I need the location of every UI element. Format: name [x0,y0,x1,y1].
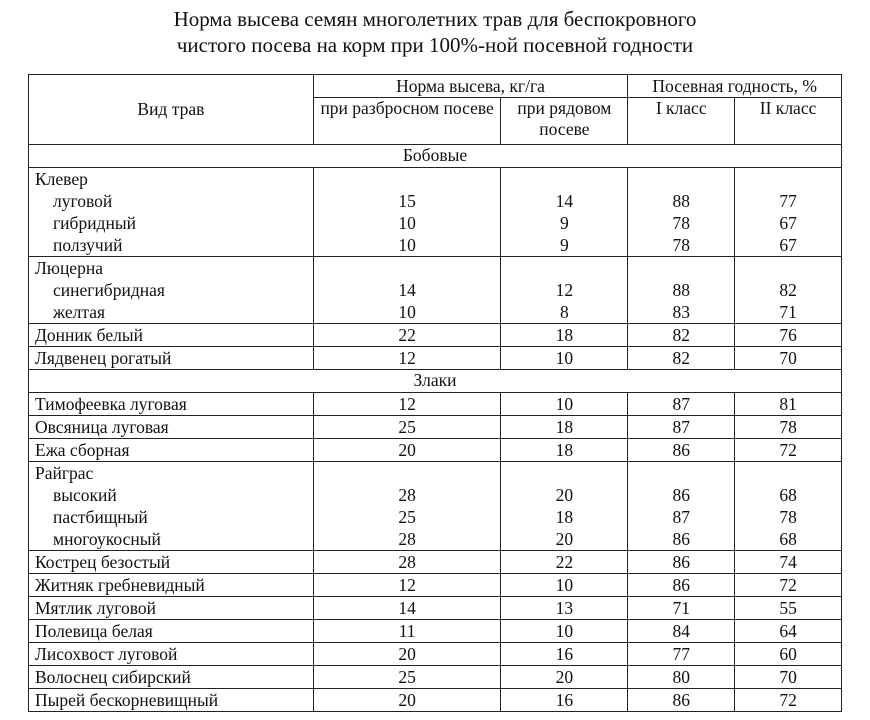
spacer [628,462,734,484]
species-group-name: Клевер [35,169,88,189]
species-name: Житняк гребневидный [35,575,205,595]
germination-class-1: 83 [672,302,690,322]
species-name-cell [29,347,314,370]
germination-class-1: 87 [672,394,690,414]
species-name: Тимофеевка луговая [35,394,187,414]
rate-broadcast-cell [313,324,501,347]
germination-class-2: 77 [779,191,797,211]
section-row [29,145,842,168]
germination-class-2: 60 [779,644,797,664]
table-row [29,620,842,643]
germination-class-2-cell [735,666,842,689]
table-row [29,257,842,324]
header-class-2: II класс [735,98,842,145]
rate-row: 10 [555,348,574,368]
rate-broadcast: 14 [398,598,416,618]
species-name-cell [29,462,314,551]
spacer [501,168,627,190]
species-name: желтая [53,302,106,322]
rate-broadcast-cell [313,666,501,689]
rate-broadcast: 20 [398,644,416,664]
rate-row: 8 [560,302,569,322]
germination-class-1: 88 [672,280,690,300]
species-name-cell [29,620,314,643]
rate-row-cell [501,643,628,666]
species-name-cell [29,574,314,597]
species-name: Донник белый [35,325,143,345]
germination-class-1-cell [628,416,735,439]
rate-row: 20 [555,667,574,687]
species-name-cell [29,666,314,689]
header-razbros: при разбросном посеве [313,98,501,145]
germination-class-2: 68 [779,529,797,549]
rate-row: 9 [560,213,569,233]
rate-row: 14 [555,191,574,211]
title-line-2: чистого посева на корм при 100%-ной посевной годности [176,33,694,57]
germination-class-2-cell [735,324,842,347]
rate-broadcast: 28 [398,552,416,572]
species-name-cell [29,324,314,347]
germination-class-1-cell [628,324,735,347]
table-row [29,643,842,666]
germination-class-2-cell [735,620,842,643]
seeding-rate-table [28,74,842,712]
germination-class-1: 86 [672,690,690,710]
germination-class-1-cell [628,666,735,689]
germination-class-2: 78 [779,507,797,527]
species-name: Ежа сборная [35,440,130,460]
rate-row: 18 [555,325,574,345]
germination-class-1-cell [628,597,735,620]
rate-row-cell [501,324,628,347]
germination-class-1-cell [628,462,735,551]
germination-class-1: 82 [672,325,690,345]
rate-row: 16 [555,690,574,710]
rate-broadcast-cell [313,439,501,462]
rate-row: 22 [555,552,574,572]
rate-broadcast: 11 [398,621,416,641]
germination-class-1-cell [628,393,735,416]
germination-class-1: 77 [672,644,690,664]
rate-broadcast-cell [313,462,501,551]
rate-broadcast: 25 [398,507,416,527]
germination-class-2-cell [735,416,842,439]
germination-class-2: 70 [779,667,797,687]
germination-class-1: 87 [672,507,690,527]
germination-class-2: 78 [779,417,797,437]
spacer [501,257,627,279]
spacer [314,462,501,484]
rate-broadcast: 10 [398,302,416,322]
germination-class-2-cell [735,574,842,597]
germination-class-2: 71 [779,302,797,322]
germination-class-1: 86 [672,529,690,549]
germination-class-2: 67 [779,213,797,233]
header-class-1: I класс [628,98,735,145]
germination-class-2: 67 [779,235,797,255]
spacer [628,257,734,279]
germination-class-1-cell [628,168,735,257]
spacer [628,168,734,190]
species-name-cell [29,168,314,257]
species-name: Кострец безостый [35,552,171,572]
germination-class-1: 88 [672,191,690,211]
rate-broadcast: 14 [398,280,416,300]
species-name-cell [29,551,314,574]
rate-broadcast: 22 [398,325,416,345]
rate-broadcast: 12 [398,394,416,414]
table-row [29,393,842,416]
rate-row-cell [501,439,628,462]
rate-row: 12 [555,280,574,300]
germination-class-2: 81 [779,394,797,414]
table-row [29,168,842,257]
table-row [29,347,842,370]
rate-broadcast-cell [313,689,501,712]
title-line-1: Норма высева семян многолетних трав для беспокровного [173,7,697,31]
germination-class-2: 68 [779,485,797,505]
species-name: многоукосный [53,529,161,549]
header-ryad: при рядовом посеве [501,98,628,145]
germination-class-1-cell [628,551,735,574]
rate-broadcast-cell [313,168,501,257]
species-name: Полевица белая [35,621,153,641]
spacer [735,168,841,190]
germination-class-2-cell [735,393,842,416]
germination-class-2: 76 [779,325,797,345]
rate-row-cell [501,257,628,324]
table-row [29,324,842,347]
spacer [735,257,841,279]
rate-row: 10 [555,394,574,414]
germination-class-2-cell [735,168,842,257]
table-row [29,551,842,574]
table-row [29,416,842,439]
rate-row: 18 [555,440,574,460]
germination-class-1-cell [628,643,735,666]
germination-class-2-cell [735,439,842,462]
germination-class-1-cell [628,574,735,597]
rate-row: 13 [555,598,574,618]
germination-class-2-cell [735,347,842,370]
germination-class-1: 82 [672,348,690,368]
species-name: гибридный [53,213,136,233]
rate-broadcast-cell [313,347,501,370]
table-header [29,75,842,145]
species-name: Пырей бескорневищный [35,690,219,710]
species-name-cell [29,597,314,620]
species-name: Лядвенец рогатый [35,348,172,368]
species-name-cell [29,439,314,462]
species-name-cell [29,257,314,324]
germination-class-2: 72 [779,690,797,710]
species-name: Волоснец сибирский [35,667,191,687]
rate-row: 10 [555,575,574,595]
rate-broadcast-cell [313,643,501,666]
rate-broadcast-cell [313,257,501,324]
germination-class-1: 87 [672,417,690,437]
rate-broadcast: 25 [398,417,416,437]
rate-broadcast: 12 [398,575,416,595]
germination-class-2: 55 [779,598,797,618]
species-name-cell [29,643,314,666]
germination-class-2-cell [735,597,842,620]
rate-broadcast-cell [313,597,501,620]
table-row [29,462,842,551]
rate-row: 20 [555,485,574,505]
table-row [29,689,842,712]
spacer [735,462,841,484]
document-title [0,6,870,58]
rate-row-cell [501,620,628,643]
spacer [314,168,501,190]
table-row [29,666,842,689]
germination-class-2-cell [735,551,842,574]
rate-row: 18 [555,507,574,527]
species-name: пастбищный [53,507,148,527]
germination-class-2-cell [735,689,842,712]
germination-class-2: 72 [779,440,797,460]
rate-broadcast-cell [313,620,501,643]
germination-class-1: 86 [672,552,690,572]
section-row [29,370,842,393]
rate-broadcast: 25 [398,667,416,687]
rate-row: 18 [555,417,574,437]
germination-class-2: 74 [779,552,797,572]
species-name: Лисохвост луговой [35,644,178,664]
species-group-name: Люцерна [35,258,103,278]
germination-class-1: 86 [672,575,690,595]
species-name: высокий [53,485,117,505]
rate-broadcast: 15 [398,191,416,211]
section-title: Злаки [29,370,842,393]
germination-class-1-cell [628,620,735,643]
section-title: Бобовые [29,145,842,168]
species-name: синегибридная [53,280,165,300]
rate-broadcast: 20 [398,440,416,460]
germination-class-1-cell [628,689,735,712]
germination-class-2: 64 [779,621,797,641]
germination-class-1: 80 [672,667,690,687]
species-group-name: Райграс [35,463,94,483]
germination-class-1-cell [628,347,735,370]
germination-class-2-cell [735,257,842,324]
germination-class-1: 71 [672,598,690,618]
spacer [314,257,501,279]
species-name: Овсяница луговая [35,417,169,437]
germination-class-2-cell [735,462,842,551]
rate-broadcast: 12 [398,348,416,368]
germination-class-1-cell [628,257,735,324]
table-row [29,597,842,620]
rate-row: 10 [555,621,574,641]
rate-row: 9 [560,235,569,255]
rate-row-cell [501,168,628,257]
rate-broadcast: 28 [398,485,416,505]
rate-row-cell [501,347,628,370]
rate-broadcast-cell [313,574,501,597]
germination-class-1: 84 [672,621,690,641]
germination-class-1: 78 [672,235,690,255]
rate-row-cell [501,416,628,439]
table-row [29,574,842,597]
rate-row-cell [501,462,628,551]
species-name: луговой [53,191,113,211]
rate-broadcast: 10 [398,213,416,233]
header-vid: Вид трав [29,75,314,145]
germination-class-1: 86 [672,485,690,505]
rate-row-cell [501,574,628,597]
rate-broadcast: 10 [398,235,416,255]
species-name-cell [29,416,314,439]
rate-row-cell [501,551,628,574]
spacer [501,462,627,484]
rate-row: 20 [555,529,574,549]
germination-class-2: 82 [779,280,797,300]
table-body [29,145,842,712]
germination-class-2: 70 [779,348,797,368]
germination-class-2: 72 [779,575,797,595]
rate-broadcast-cell [313,551,501,574]
rate-row-cell [501,689,628,712]
table-row [29,439,842,462]
species-name: Мятлик луговой [35,598,157,618]
rate-broadcast: 20 [398,690,416,710]
header-godnost: Посевная годность, % [628,75,842,98]
germination-class-1-cell [628,439,735,462]
rate-broadcast-cell [313,416,501,439]
germination-class-1: 78 [672,213,690,233]
germination-class-2-cell [735,643,842,666]
rate-row-cell [501,597,628,620]
rate-row-cell [501,666,628,689]
species-name: ползучий [53,235,123,255]
rate-row: 16 [555,644,574,664]
header-norma: Норма высева, кг/га [313,75,628,98]
species-name-cell [29,689,314,712]
rate-broadcast-cell [313,393,501,416]
rate-broadcast: 28 [398,529,416,549]
rate-row-cell [501,393,628,416]
species-name-cell [29,393,314,416]
germination-class-1: 86 [672,440,690,460]
